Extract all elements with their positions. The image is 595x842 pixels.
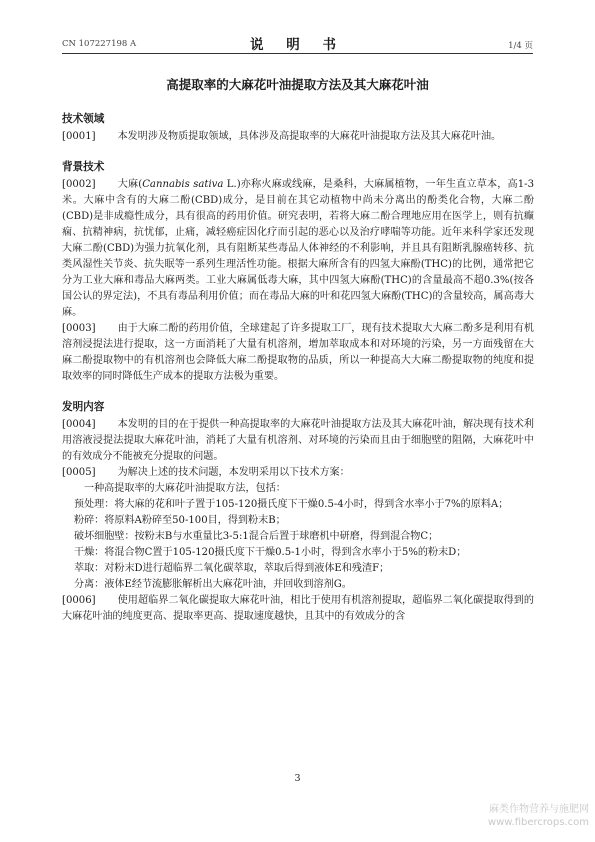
paragraph-number: [0001] [62,131,96,142]
paragraph-text: 由于大麻二酚的药用价值，全球建起了许多提取工厂，现有技术提取大大麻二酚多是利用有机溶剂浸提法进行提取，这一方面消耗了大量有机溶剂，增加萃取成本和对环境的污染，另一方面残留在大麻二酚提取物中的有机溶剂也会降低大麻二酚提取物的品质，所以一种提高大大麻二酚提取物的纯度和提取效率的同时降低生产成本的提取方法极为重要。 [62,323,534,382]
step-pretreatment: 预处理：将大麻的花和叶子置于105-120摄氏度下干燥0.5-4小时，得到含水率小于7%的原料A； [74,499,509,510]
publication-number: CN 107227198 A [62,39,137,49]
paragraph-0004 [62,417,534,465]
header-title: 说 明 书 [250,37,345,53]
step-separation: 分离：液体E经节流膨胀解析出大麻花叶油，并回收到溶剂G。 [74,579,352,590]
header-rule [62,53,533,54]
method-intro: 一种高提取率的大麻花叶油提取方法，包括： [84,483,286,494]
page-header [62,33,533,53]
paragraph-text-lead: 大麻( [117,179,143,190]
paragraph-number: [0005] [62,467,96,478]
watermark-site-name: 麻类作物营养与施肥网 [489,804,589,815]
page-number: 3 [294,773,301,784]
paragraph-number: [0004] [62,419,96,430]
section-heading-background: 背景技术 [62,161,105,173]
watermark [488,803,589,829]
paragraph-text: 使用超临界二氧化碳提取大麻花叶油，相比于使用有机溶剂提取，超临界二氧化碳提取得到的大麻花叶油的纯度更高、提取率更高、提取速度越快，且其中的有效成分的含 [62,595,534,622]
document-title: 高提取率的大麻花叶油提取方法及其大麻花叶油 [166,77,429,92]
paragraph-text: L.)亦称火麻或线麻，是桑科，大麻属植物，一年生直立草本，高1-3米。大麻中含有的大麻二酚(CBD)成分，是目前在其它动植物中尚未分离出的酚类化合物，大麻二酚(CBD)是非成瘾性成分，具有很高的药用价值。研究表明，若将大麻二酚合理地应用在医学上，则有抗癫痫、抗精神病，抗忧郁，止痛，减轻癌症因化疗而引起的恶心以及治疗哮喘等功能。近年来科学家还发现大麻二酚(CBD)为强力抗氧化剂，具有阻断某些毒品人体神经的不利影响，并且具有阻断乳腺癌转移、抗类风湿性关节炎、抗失眠等一系列生理活性功能。根据大麻所含有的四氢大麻酚(THC)的比例，通常把它分为工业大麻和毒品大麻两类。工业大麻属低毒大麻，其中四氢大麻酚(THC)的含量最高不超0.3%(按各国公认的界定法)，不具有毒品利用价值；而在毒品大麻的叶和花四氢大麻酚(THC)的含量较高，属高毒大麻。 [62,179,535,318]
paragraph-number: [0006] [62,595,96,606]
document-body [62,111,534,625]
latin-name: Cannabis sativa [142,179,224,190]
paragraph-number: [0002] [62,179,96,190]
section-heading-summary: 发明内容 [62,401,105,413]
section-heading-technical-field: 技术领域 [62,113,105,125]
step-drying: 干燥：将混合物C置于105-120摄氏度下干燥0.5-1小时，得到含水率小于5%的粉末D； [74,547,467,558]
paragraph-text: 为解决上述的技术问题，本发明采用以下技术方案： [117,467,350,478]
step-cell-wall-breaking: 破坏细胞壁：按粉末B与水重量比3-5:1混合后置于球磨机中研磨，得到混合物C； [74,531,439,542]
paragraph-number: [0003] [62,323,96,334]
paragraph-0002 [62,177,534,321]
paragraph-text: 本发明涉及物质提取领域，具体涉及高提取率的大麻花叶油提取方法及其大麻花叶油。 [117,131,502,142]
page-indicator: 1/4 页 [508,41,533,51]
watermark-url: www.fibercrops.com [487,817,589,828]
paragraph-0005 [62,465,534,481]
paragraph-0001 [62,129,534,145]
paragraph-0003 [62,321,534,385]
paragraph-text: 本发明的目的在于提供一种高提取率的大麻花叶油提取方法及其大麻花叶油，解决现有技术利用溶液浸提法提取大麻花叶油，消耗了大量有机溶剂、对环境的污染而且由于细胞壁的阻隔，大麻花叶中的有效成分不能被充分提取的问题。 [62,419,534,462]
paragraph-0006 [62,593,534,625]
step-extraction: 萃取：对粉末D进行超临界二氧化碳萃取，萃取后得到液体E和残渣F； [74,563,390,574]
step-crushing: 粉碎：将原料A粉碎至50-100目，得到粉末B； [74,515,286,526]
